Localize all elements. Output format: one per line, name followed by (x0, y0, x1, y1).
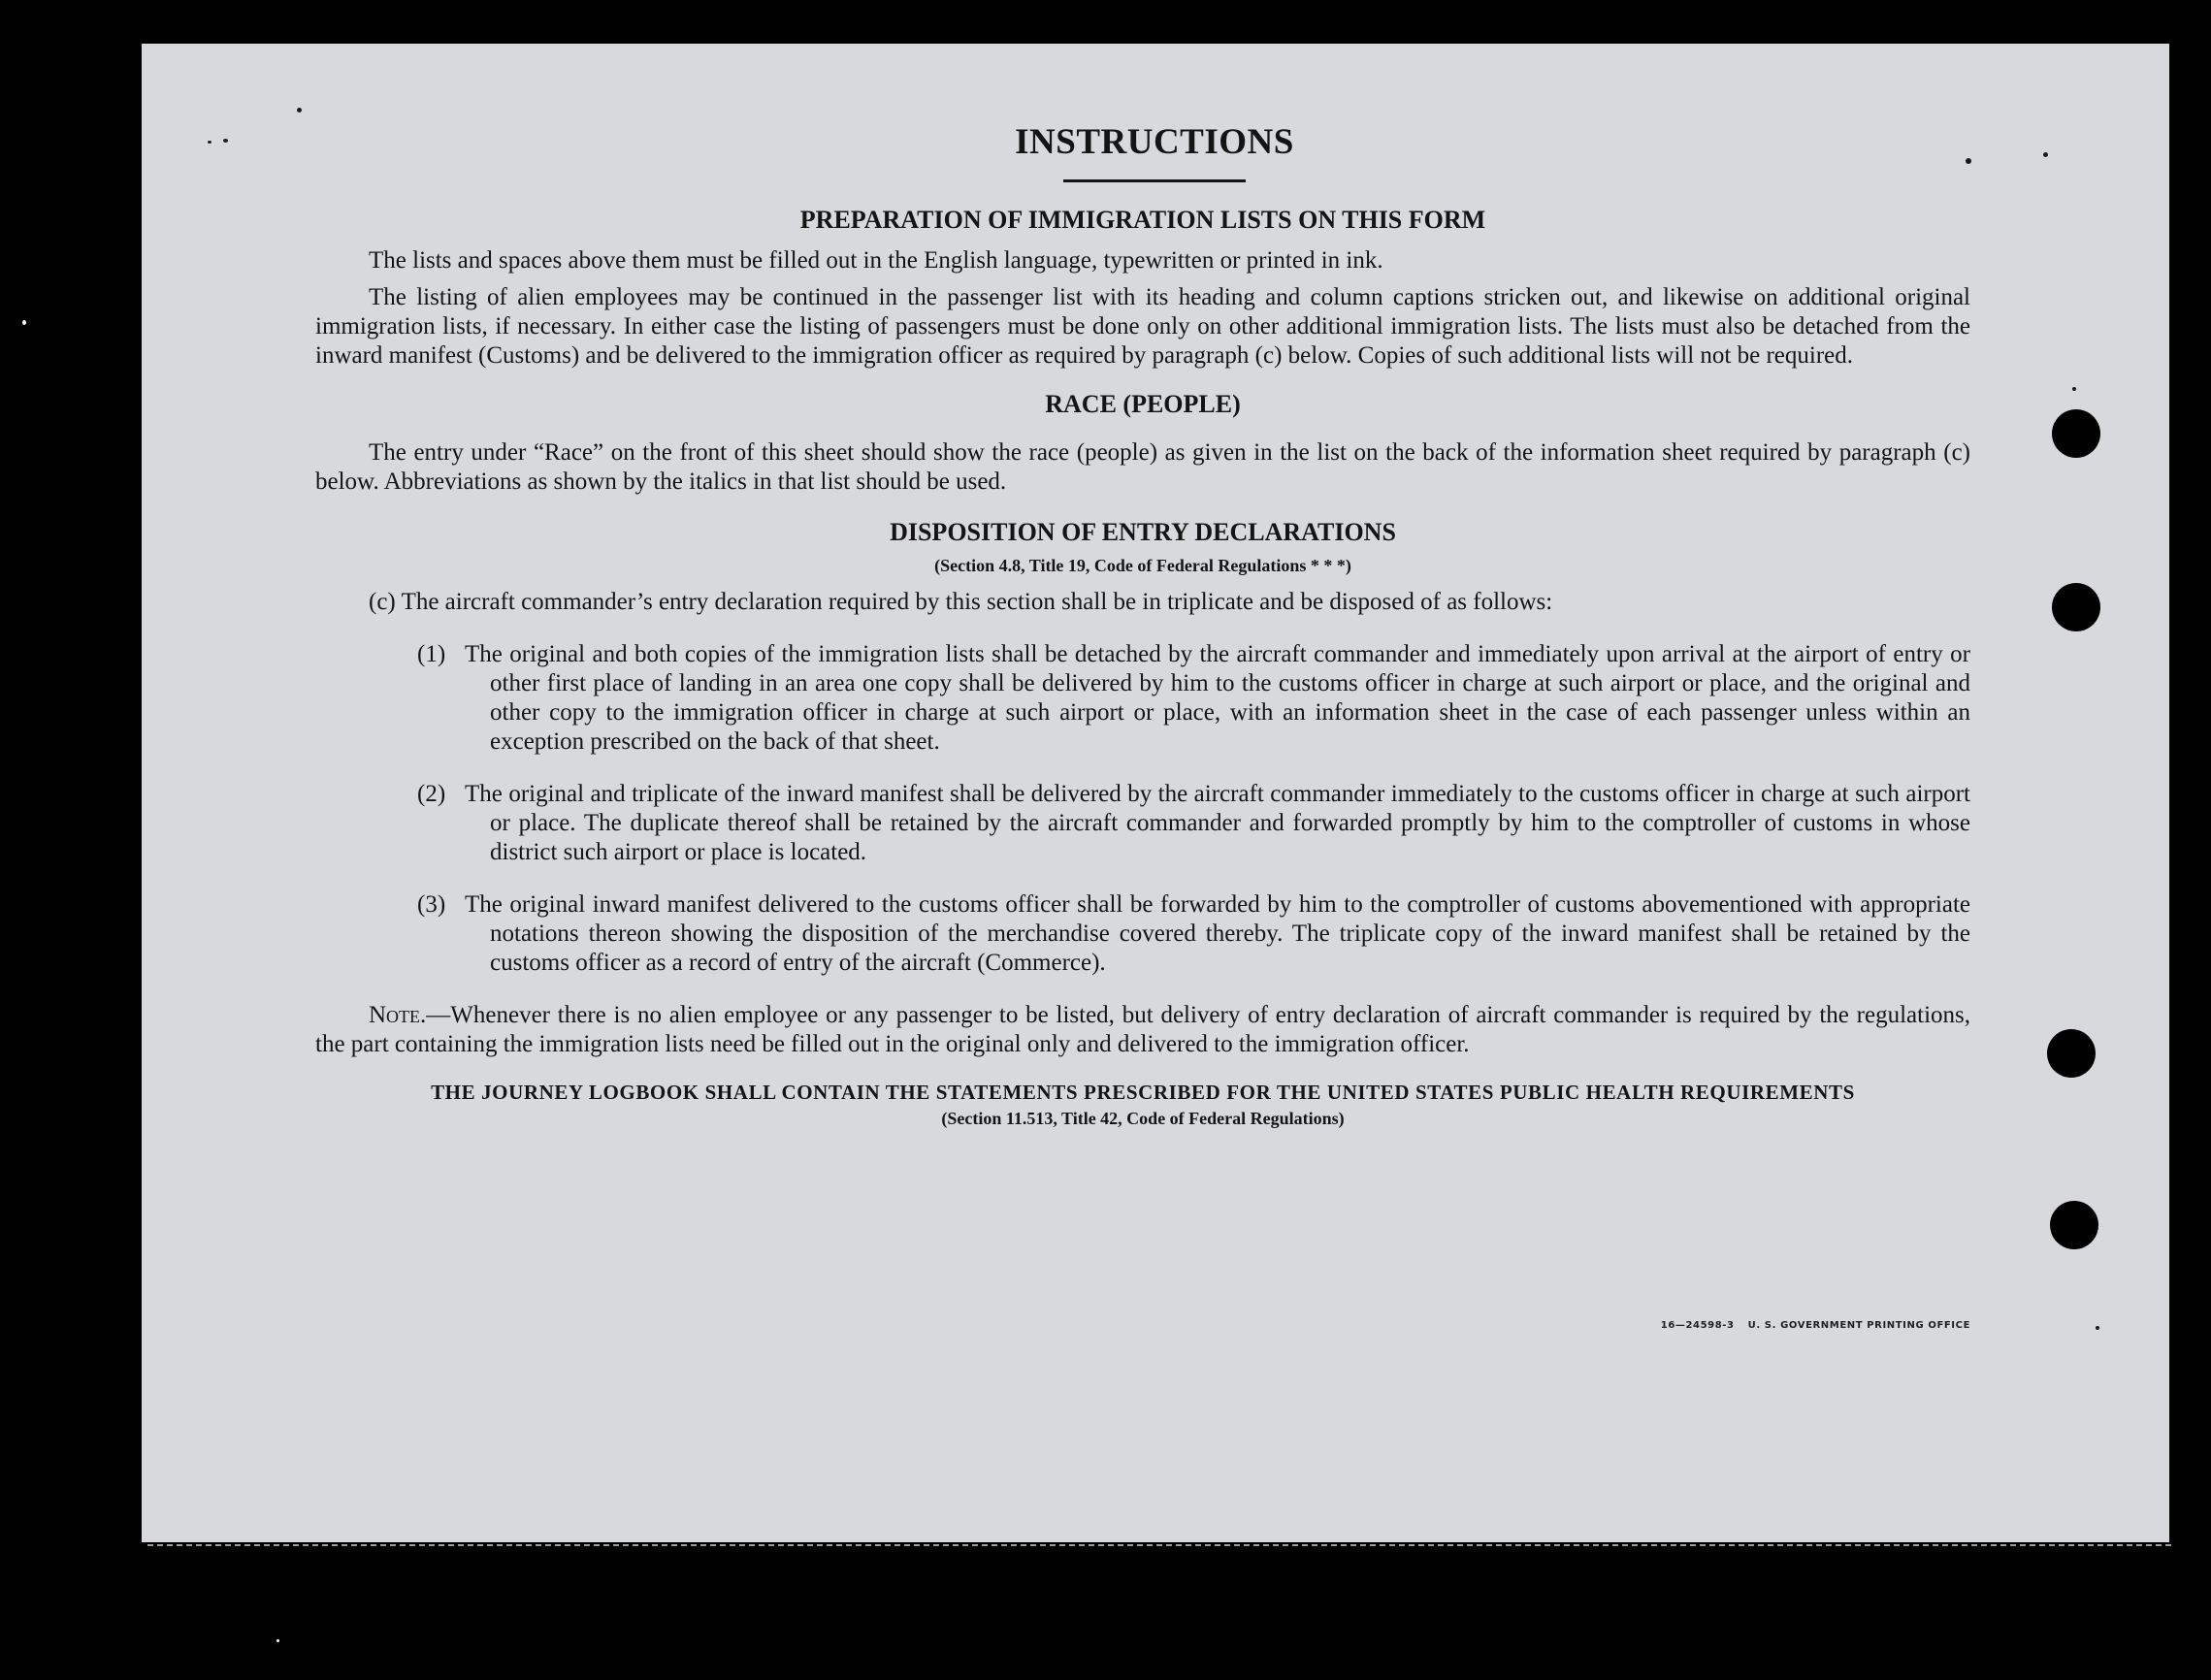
note-label: Note. (369, 1002, 427, 1028)
note-paragraph (315, 1001, 1970, 1059)
speck-mark (223, 139, 228, 143)
preparation-heading: PREPARATION OF IMMIGRATION LISTS ON THIS FORM (799, 206, 1486, 234)
punch-hole-4 (2050, 1201, 2098, 1249)
speck-mark (297, 108, 302, 113)
instructions-content (315, 121, 1970, 1331)
disposition-item-1 (315, 640, 1970, 757)
speck-mark (208, 141, 211, 144)
document-page (142, 44, 2169, 1542)
preparation-paragraph-1: The lists and spaces above them must be filled out in the English language, typewritten or printed in ink. (369, 247, 1383, 274)
item-number: (1) (417, 641, 446, 667)
page-title: INSTRUCTIONS (1015, 122, 1294, 162)
clause-c-text: The aircraft commander’s entry declaration required by this section shall be in triplicate and be disposed of as follows: (401, 589, 1553, 615)
preparation-paragraph-2: The listing of alien employees may be continued in the passenger list with its heading and column captions stricken out, and likewise on additional original immigration lists, if necessary. In either case the listing of passengers must be done only on other additional immigration lists. The lists must also be detached from the inward manifest (Customs) and be delivered to the immigration officer as required by paragraph (c) below. Copies of such additional lists will not be required. (315, 284, 1970, 369)
clause-c-label: (c) (369, 589, 396, 615)
item-text: The original and both copies of the immigration lists shall be detached by the aircraft commander and immediately upon arrival at the airport of entry or other first place of landing in an area one copy shall be delivered by him to the customs officer in charge at such airport or place, and the original and other copy to the immigration officer in charge at such airport or place, with an information sheet in the case of each passenger unless within an exception prescribed on the back of that sheet. (465, 641, 1970, 755)
race-heading: RACE (PEOPLE) (1045, 390, 1241, 418)
health-requirement-statement: THE JOURNEY LOGBOOK SHALL CONTAIN THE STATEMENTS PRESCRIBED FOR THE UNITED STATES PUBLIC HEALTH REQUIREMENTS (431, 1081, 1855, 1104)
punch-hole-1 (2052, 409, 2100, 458)
disposition-item-2 (315, 780, 1970, 867)
item-number: (3) (417, 891, 446, 918)
title-underline (1063, 179, 1246, 182)
disposition-heading: DISPOSITION OF ENTRY DECLARATIONS (890, 518, 1396, 546)
item-number: (2) (417, 781, 446, 807)
page-bottom-edge (147, 1540, 2171, 1546)
health-requirement-citation: (Section 11.513, Title 42, Code of Federal Regulations) (941, 1109, 1345, 1128)
disposition-item-3 (315, 890, 1970, 978)
speck-mark (276, 1639, 279, 1642)
clause-c (315, 588, 1970, 617)
note-text: —Whenever there is no alien employee or any passenger to be listed, but delivery of entry declaration of aircraft commander is required by the regulations, the part containing the immigration lists need be filled out in the original only and delivered to the immigration officer. (315, 1002, 1970, 1057)
speck-mark (2096, 1326, 2099, 1330)
item-text: The original and triplicate of the inward manifest shall be delivered by the aircraft commander immediately to the customs officer in charge at such airport or place. The duplicate thereof shall be retained by the aircraft commander and forwarded promptly by him to the comptroller of customs in whose district such airport or place is located. (465, 781, 1970, 865)
item-text: The original inward manifest delivered to the customs officer shall be forwarded by him to the comptroller of customs abovementioned with appropriate notations thereon showing the disposition of the merchandise covered thereby. The triplicate copy of the inward manifest shall be retained by the customs officer as a record of entry of the aircraft (Commerce). (465, 891, 1970, 976)
punch-hole-2 (2052, 583, 2100, 631)
form-number: 16—24598-3 (1660, 1320, 1735, 1331)
printer-name: U. S. GOVERNMENT PRINTING OFFICE (1747, 1320, 1970, 1331)
speck-mark (2072, 387, 2076, 391)
printer-imprint (1647, 1311, 1970, 1341)
disposition-citation: (Section 4.8, Title 19, Code of Federal Regulations * * *) (934, 556, 1351, 575)
race-paragraph: The entry under “Race” on the front of this sheet should show the race (people) as given in the list on the back of the information sheet required by paragraph (c) below. Abbreviations as shown by the italics in that list should be used. (315, 439, 1970, 495)
speck-mark (22, 320, 26, 325)
speck-mark (2043, 152, 2048, 157)
speck-mark (1966, 158, 1971, 164)
punch-hole-3 (2047, 1029, 2096, 1078)
